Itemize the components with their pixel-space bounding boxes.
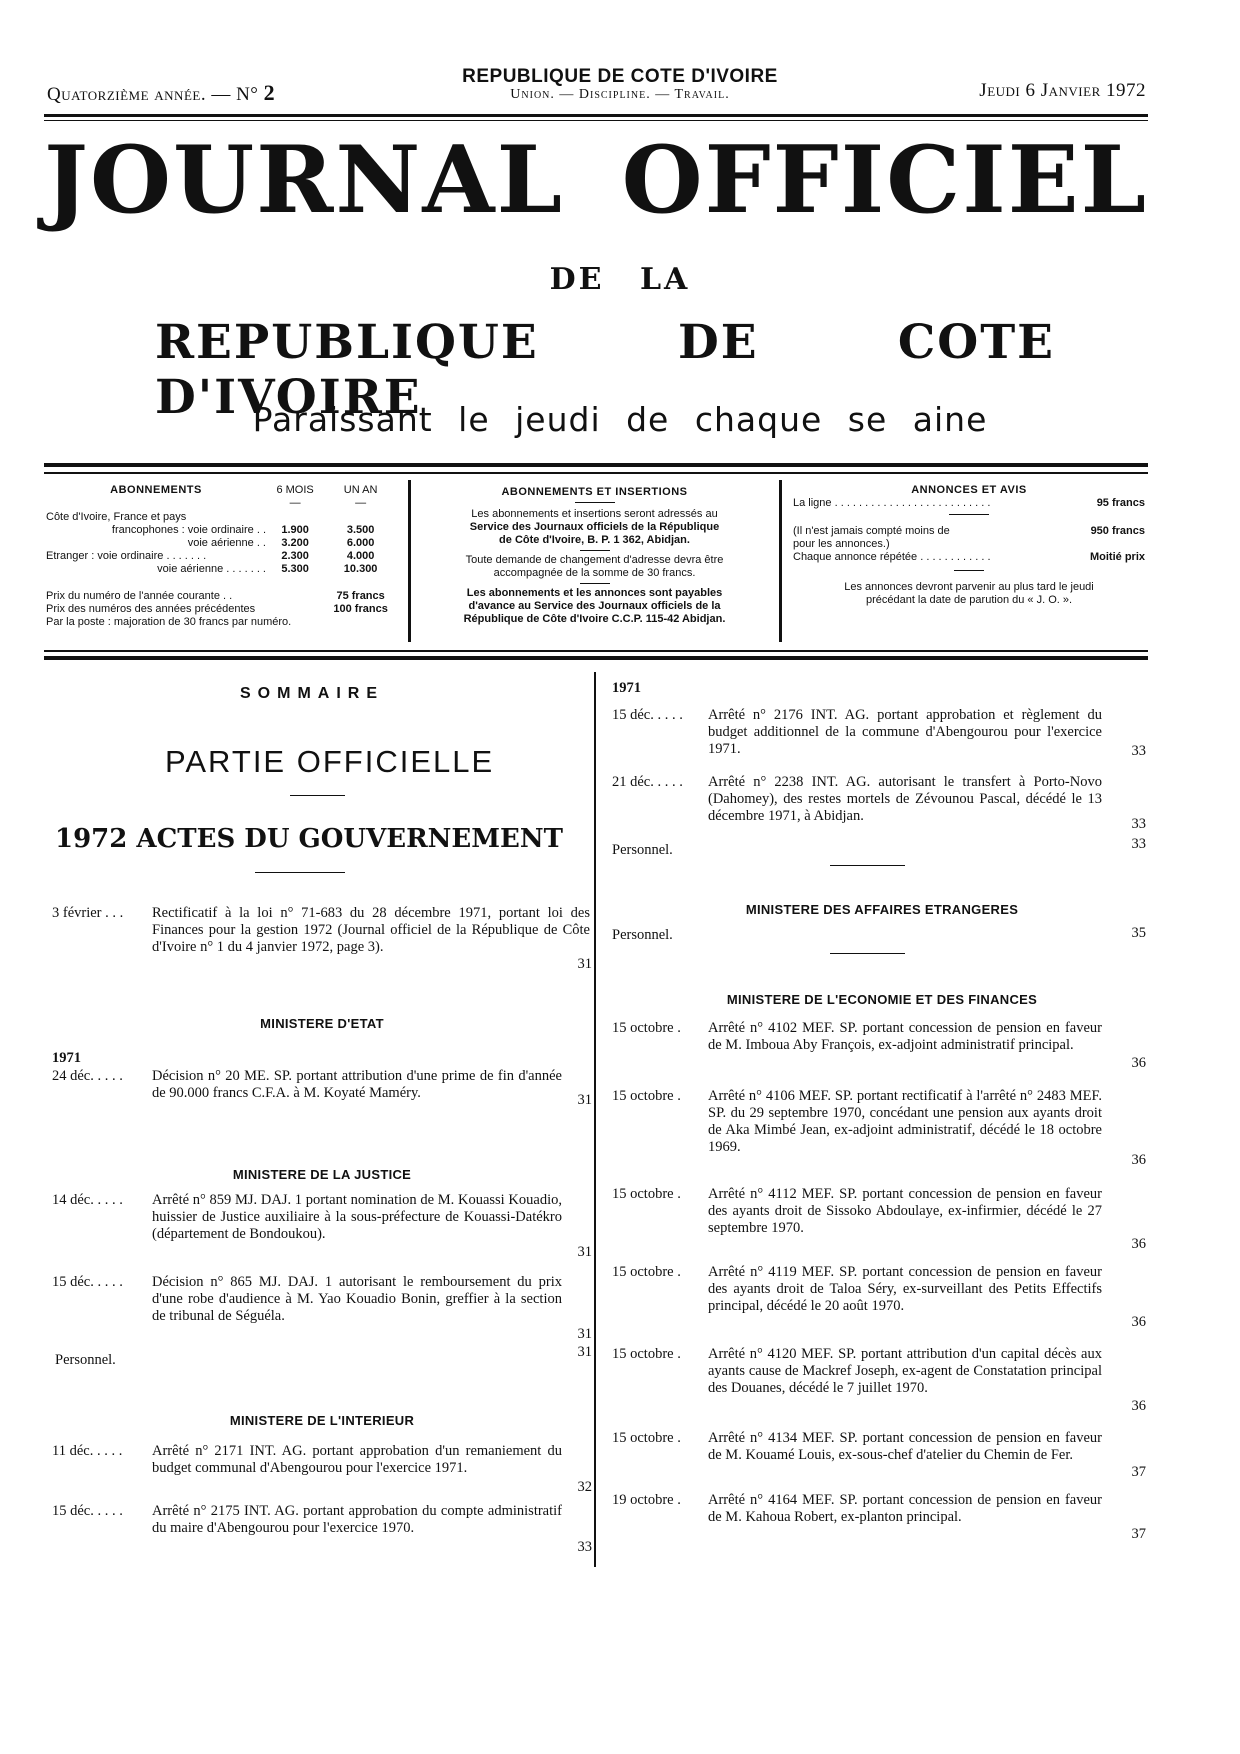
row-value xyxy=(268,511,322,524)
entry-page: 36 xyxy=(1131,1152,1146,1168)
entry-page: 32 xyxy=(577,1479,592,1495)
list-item xyxy=(52,1443,592,1499)
ministry-heading: MINISTERE DE L'INTERIEUR xyxy=(229,1413,415,1428)
entry-text: Arrêté n° 4119 MEF. SP. portant concession de pension en faveur des ayants droit de Taloa Séry, ex-surveillant des Petits Effectifs principal, décédé le 20 août 1970. xyxy=(708,1264,1102,1314)
box-bottom-rule xyxy=(44,656,1148,660)
entry-date: 15 octobre . xyxy=(612,1264,681,1280)
entry-date: 21 déc. . . . . xyxy=(612,774,683,790)
header-rule-thin xyxy=(44,120,1148,121)
personnel-label: Personnel. xyxy=(55,1352,116,1368)
entry-date: 15 octobre . xyxy=(612,1186,681,1202)
entry-text: Arrêté n° 2175 INT. AG. portant approbation du compte administratif du maire d'Abengourou pour l'exercice 1970. xyxy=(152,1503,562,1536)
prix-label: Prix du numéro de l'année courante . . xyxy=(46,589,233,602)
entry-page: 36 xyxy=(1131,1055,1146,1071)
abonnements-title: ABONNEMENTS xyxy=(110,484,202,496)
personnel-label: Personnel. xyxy=(612,927,673,943)
table-row xyxy=(44,603,399,616)
entry-page: 37 xyxy=(1131,1526,1146,1542)
box-divider xyxy=(779,480,782,642)
prix-value: 100 francs xyxy=(333,602,388,615)
list-item xyxy=(52,1192,592,1264)
entry-text: Arrêté n° 2176 INT. AG. portant approbation et règlement du budget additionnel de la commune d'Abengourou pour l'exercice 1971. xyxy=(708,707,1102,757)
annonces-text: (Il n'est jamais compté moins de xyxy=(793,524,950,537)
col-un-an: UN AN xyxy=(343,484,378,496)
annonces-text: précédant la date de parution du « J. O. ». xyxy=(865,593,1073,606)
divider xyxy=(255,872,345,873)
insertions-text: Les abonnements et insertions seront adressés au xyxy=(471,507,718,520)
box-top-rule xyxy=(44,463,1148,467)
entry-page: 35 xyxy=(1131,925,1146,941)
edition-text: Quatorzième année. — N° xyxy=(47,84,259,105)
row-label: voie aérienne . . . . . . . xyxy=(157,562,266,575)
insertions-text: République de Côte d'Ivoire C.C.P. 115-42 Abidjan. xyxy=(463,612,726,625)
repeat-label: Chaque annonce répétée . . . . . . . . . . . . xyxy=(793,550,991,563)
row-label: voie aérienne . . xyxy=(187,536,266,549)
ministry-heading: MINISTERE DE LA JUSTICE xyxy=(232,1167,412,1182)
year-heading: 1971 xyxy=(52,1050,81,1066)
list-item xyxy=(612,1088,1152,1168)
abonnements-table: ABONNEMENTS 6 MOIS UN AN — — Côte d'Ivoire, France et pays francophones : voie ordinaire . . 1.900 3.500 voie aérienne . . 3.200 6.000 Etranger : voie ordinaire . . . . . . . 2.300 4.000 voie aérienne . . . . . . . 5.300 10.300 Prix du numéro de l'année courante . . 75 francs Prix des numéros des années précédentes 100 francs Par la poste : majoration de 30 francs par numéro. xyxy=(44,484,399,629)
list-item xyxy=(612,774,1152,846)
abonnements-panel xyxy=(44,484,399,629)
issue-number: 2 xyxy=(263,80,276,105)
entry-date: 15 déc. . . . . xyxy=(52,1503,123,1519)
ministry-heading: MINISTERE DES AFFAIRES ETRANGERES xyxy=(745,902,1019,917)
entry-text: Arrêté n° 4120 MEF. SP. portant attribution d'un capital décès aux ayants cause de Mackref Joseph, ex-agent de Constatation principal des Douanes, décédé le 7 juillet 1970. xyxy=(708,1346,1102,1396)
table-row xyxy=(44,563,399,576)
entry-date: 24 déc. . . . . xyxy=(52,1068,123,1084)
entry-text: Décision n° 865 MJ. DAJ. 1 autorisant le remboursement du prix d'une robe d'audience à M. Yao Kouadio Bonin, greffier à la section de tribunal de Séguéla. xyxy=(152,1274,562,1324)
entry-date: 14 déc. . . . . xyxy=(52,1192,123,1208)
col-6-mois: 6 MOIS xyxy=(276,484,314,496)
annonces-panel xyxy=(793,484,1145,607)
publication-frequency: Paraissant le jeudi de chaque se aine xyxy=(252,400,988,439)
divider xyxy=(830,865,905,866)
entry-date: 19 octobre . xyxy=(612,1492,681,1508)
list-item xyxy=(52,1274,592,1346)
table-row xyxy=(44,524,399,537)
entry-page: 37 xyxy=(1131,1464,1146,1480)
entry-text: Arrêté n° 4112 MEF. SP. portant concession de pension en faveur des ayants droit de Sissoko Abdoulaye, ex-infirmier, décédé le 27 septembre 1970. xyxy=(708,1186,1102,1236)
header-rule xyxy=(44,114,1148,117)
republic-name: REPUBLIQUE DE COTE D'IVOIRE xyxy=(462,66,778,87)
entry-date: 15 octobre . xyxy=(612,1346,681,1362)
repeat-value: Moitié prix xyxy=(1089,550,1145,563)
entry-date: 15 déc. . . . . xyxy=(52,1274,123,1290)
entry-page: 36 xyxy=(1131,1236,1146,1252)
prix-note: Par la poste : majoration de 30 francs par numéro. xyxy=(46,615,292,628)
divider xyxy=(290,795,345,796)
row-value: 5.300 xyxy=(281,562,309,575)
ligne-label: La ligne . . . . . . . . . . . . . . . . . . . . . . . . . . xyxy=(793,496,991,509)
entry-text: Arrêté n° 2171 INT. AG. portant approbation d'un remaniement du budget communal d'Abengourou pour l'exercice 1971. xyxy=(152,1443,562,1476)
row-value: 10.300 xyxy=(343,562,378,575)
insertions-text: accompagnée de la somme de 30 francs. xyxy=(493,566,696,579)
ligne-value: 95 francs xyxy=(1096,496,1145,509)
list-item xyxy=(612,1430,1152,1486)
entry-text: Décision n° 20 ME. SP. portant attribution d'une prime de fin d'année de 90.000 francs C.F.A. à M. Koyaté Maméry. xyxy=(152,1068,562,1101)
row-value xyxy=(322,511,399,524)
entry-date: 3 février . . . xyxy=(52,905,124,921)
row-value: 2.300 xyxy=(281,549,309,562)
entry-page: 36 xyxy=(1131,1398,1146,1414)
row-label: Côte d'Ivoire, France et pays xyxy=(46,510,187,523)
insertions-text: Toute demande de changement d'adresse devra être xyxy=(465,553,724,566)
list-item xyxy=(612,1020,1152,1076)
entry-page: 31 xyxy=(577,1326,592,1342)
entry-page: 33 xyxy=(1131,836,1146,852)
box-top-rule-thin xyxy=(44,472,1148,474)
entry-page: 33 xyxy=(1131,743,1146,759)
entry-page: 33 xyxy=(577,1539,592,1555)
partie-officielle-heading: PARTIE OFFICIELLE xyxy=(165,744,495,779)
list-item xyxy=(612,1264,1152,1336)
list-item xyxy=(52,1503,592,1559)
insertions-text: de Côte d'Ivoire, B. P. 1 362, Abidjan. xyxy=(499,533,690,546)
divider xyxy=(830,953,905,954)
entry-text: Arrêté n° 859 MJ. DAJ. 1 portant nomination de M. Kouassi Kouadio, huissier de Justice auxiliaire à la sous-préfecture de Kouassi-Datékro (département de Bondoukou). xyxy=(152,1192,562,1242)
box-divider xyxy=(408,480,411,642)
entry-date: 15 octobre . xyxy=(612,1020,681,1036)
box-bottom-rule-thin xyxy=(44,650,1148,652)
entry-text: Arrêté n° 4106 MEF. SP. portant rectificatif à l'arrêté n° 2483 MEF. SP. du 29 septembre 1970, concédant une pension aux ayants droit de Aka Mimbé Jean, ex-adjoint administratif, décédé le 18 octobre 1969. xyxy=(708,1088,1102,1155)
sommaire-heading: SOMMAIRE xyxy=(240,685,384,702)
annonces-title: ANNONCES ET AVIS xyxy=(911,484,1027,496)
entry-page: 31 xyxy=(577,1092,592,1108)
row-value: 6.000 xyxy=(346,536,375,549)
row-value: 3.500 xyxy=(346,523,375,536)
insertions-text: Service des Journaux officiels de la République xyxy=(469,520,720,533)
entry-page: 36 xyxy=(1131,1314,1146,1330)
list-item xyxy=(612,1346,1152,1418)
issue-date: Jeudi 6 Janvier 1972 xyxy=(979,80,1146,101)
insertions-title: ABONNEMENTS ET INSERTIONS xyxy=(501,486,688,498)
entry-text: Arrêté n° 4164 MEF. SP. portant concession de pension en faveur de M. Kahoua Robert, ex-planton principal. xyxy=(708,1492,1102,1525)
masthead-country: REPUBLIQUE DE COTE D'IVOIRE xyxy=(155,315,1055,425)
entry-page: 33 xyxy=(1131,816,1146,832)
entry-page: 31 xyxy=(577,1244,592,1260)
annonces-text: Les annonces devront parvenir au plus tard le jeudi xyxy=(844,580,1094,593)
row-label: francophones : voie ordinaire . . xyxy=(111,523,266,536)
entry-text: Arrêté n° 4102 MEF. SP. portant concession de pension en faveur de M. Imboua Aby François, ex-adjoint administratif principal. xyxy=(708,1020,1102,1053)
personnel-label: Personnel. xyxy=(612,842,673,858)
entry-text: Rectificatif à la loi n° 71-683 du 28 décembre 1971, portant loi des Finances pour la gestion 1972 (Journal officiel de la République de Côte d'Ivoire n° 1 du 4 janvier 1972, page 3). xyxy=(152,905,590,955)
insertions-text: d'avance au Service des Journaux officiels de la xyxy=(468,599,721,612)
list-item xyxy=(612,707,1152,763)
annonces-text: pour les annonces.) xyxy=(793,537,890,550)
year-heading: 1971 xyxy=(612,680,641,696)
table-row xyxy=(44,616,399,629)
entry-page: 31 xyxy=(577,1344,592,1360)
table-row xyxy=(44,537,399,550)
prix-value: 75 francs xyxy=(336,589,385,602)
table-row xyxy=(44,590,399,603)
list-item xyxy=(52,1068,592,1124)
entry-date: 15 octobre . xyxy=(612,1088,681,1104)
list-item xyxy=(612,1186,1152,1258)
ministry-heading: MINISTERE D'ETAT xyxy=(260,1016,384,1031)
column-divider xyxy=(594,672,596,1567)
table-row xyxy=(44,550,399,563)
ministry-heading: MINISTERE DE L'ECONOMIE ET DES FINANCES xyxy=(726,992,1038,1007)
entry-text: Arrêté n° 4134 MEF. SP. portant concession de pension en faveur de M. Kouamé Louis, ex-sous-chef d'atelier du Chemin de Fer. xyxy=(708,1430,1102,1463)
entry-text: Arrêté n° 2238 INT. AG. autorisant le transfert à Porto-Novo (Dahomey), des restes mortels de Zévounou Pascal, décédé le 13 décembre 1971, à Abidjan. xyxy=(708,774,1102,824)
motto: Union. — Discipline. — Travail. xyxy=(510,87,730,102)
list-item xyxy=(612,1492,1152,1548)
entry-page: 31 xyxy=(577,956,592,972)
row-value: 3.200 xyxy=(281,536,309,549)
annonces-min-value: 950 francs xyxy=(1090,524,1145,537)
entry-date: 15 déc. . . . . xyxy=(612,707,683,723)
row-value: 1.900 xyxy=(281,523,309,536)
entry-date: 11 déc. . . . . xyxy=(52,1443,123,1459)
actes-heading: 1972 ACTES DU GOUVERNEMENT xyxy=(55,824,563,854)
prix-label: Prix des numéros des années précédentes xyxy=(46,602,256,615)
insertions-panel xyxy=(422,486,767,626)
insertions-text: Les abonnements et les annonces sont payables xyxy=(466,586,723,599)
table-row xyxy=(44,511,399,524)
list-item xyxy=(52,905,592,975)
row-value: 4.000 xyxy=(346,549,375,562)
masthead-title: JOURNAL OFFICIEL xyxy=(44,125,1148,234)
row-label: Etranger : voie ordinaire . . . . . . . xyxy=(46,549,207,562)
entry-date: 15 octobre . xyxy=(612,1430,681,1446)
masthead-de-la: DE LA xyxy=(549,262,691,297)
